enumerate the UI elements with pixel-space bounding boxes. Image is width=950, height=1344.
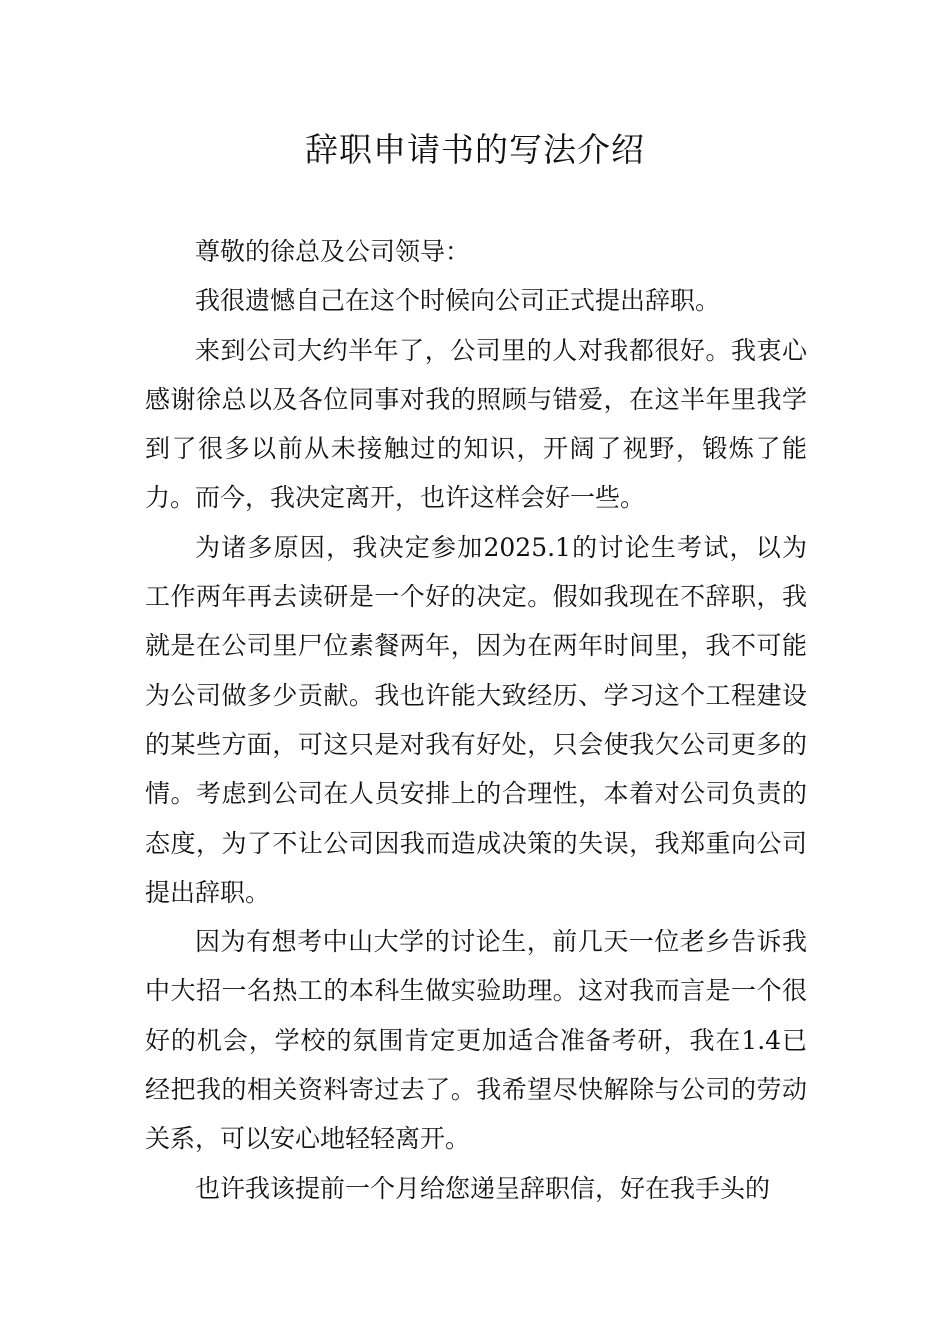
- document-title: 辞职申请书的写法介绍: [305, 130, 645, 169]
- paragraph: 也许我该提前一个月给您递呈辞职信，好在我手头的: [195, 1173, 771, 1203]
- paragraph: 我很遗憾自己在这个时候向公司正式提出辞职。: [195, 286, 721, 316]
- document-body: [145, 227, 807, 1213]
- salutation: 尊敬的徐总及公司领导：: [195, 237, 471, 266]
- paragraph: 为诸多原因，我决定参加2025.1的讨论生考试，以为工作两年再去读研是一个好的决定。假如我现在不辞职，我就是在公司里尸位素餐两年，因为在两年时间里，我不可能为公司做多少贡献。我也许能大致经历、学习这个工程建设的某些方面，可这只是对我有好处，只会使我欠公司更多的情。考虑到公司在人员安排上的合理性，本着对公司负责的态度，为了不让公司因我而造成决策的失误，我郑重向公司提出辞职。: [145, 532, 807, 907]
- paragraph: 来到公司大约半年了，公司里的人对我都很好。我衷心感谢徐总以及各位同事对我的照顾与错爱，在这半年里我学到了很多以前从未接触过的知识，开阔了视野，锻炼了能力。而今，我决定离开，也许这样会好一些。: [145, 335, 807, 513]
- paragraph: 因为有想考中山大学的讨论生，前几天一位老乡告诉我中大招一名热工的本科生做实验助理。这对我而言是一个很好的机会，学校的氛围肯定更加适合准备考研，我在1.4已经把我的相关资料寄过去了。我希望尽快解除与公司的劳动关系，可以安心地轻轻离开。: [145, 927, 807, 1154]
